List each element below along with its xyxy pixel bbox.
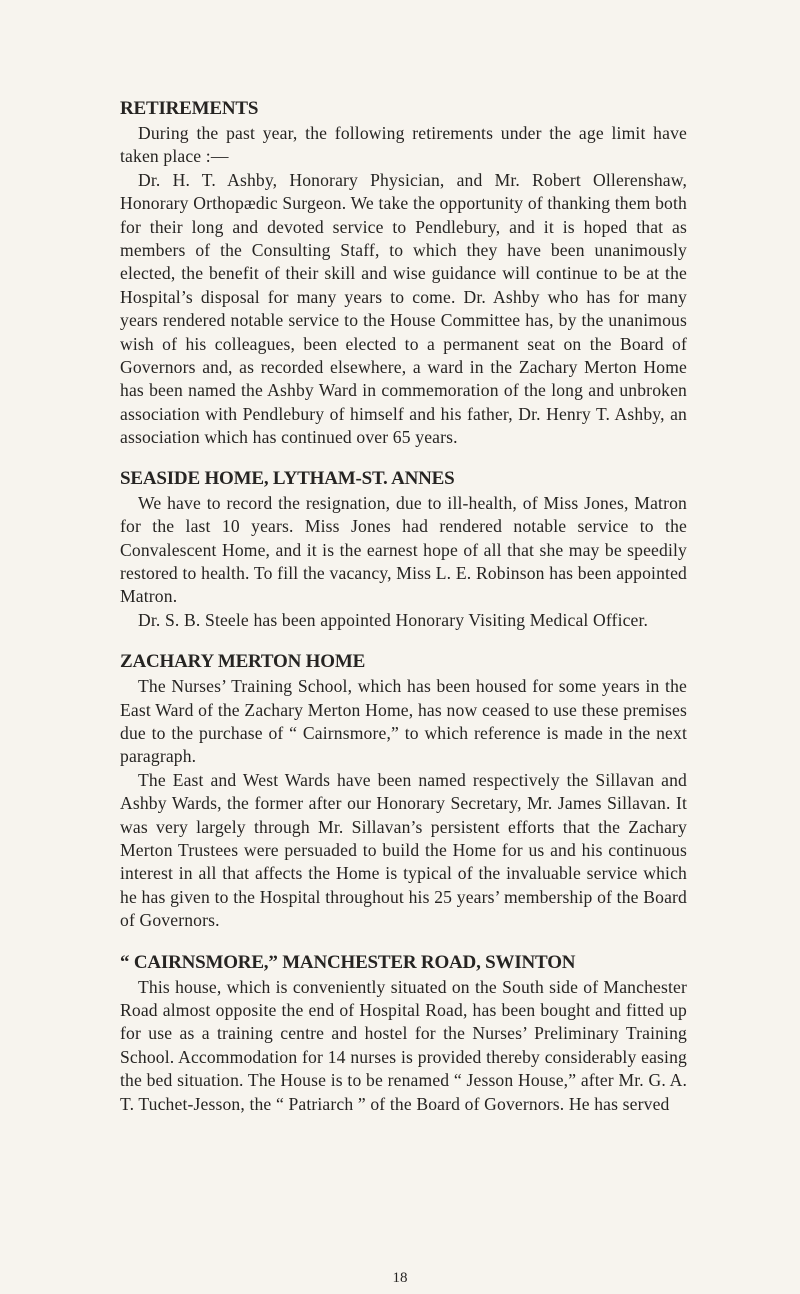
section-cairnsmore	[120, 952, 687, 1116]
section-spacer	[120, 933, 687, 952]
paragraph: The Nurses’ Training School, which has been housed for some years in the East Ward of the Zachary Merton Home, has now ceased to use these premises due to the purchase of “ Cairnsmore,” to which reference is made in the next paragraph.	[120, 676, 687, 767]
section-heading: SEASIDE HOME, LYTHAM-ST. ANNES	[120, 467, 455, 489]
paragraph: We have to record the resignation, due to ill-health, of Miss Jones, Matron for the last 10 years. Miss Jones had rendered notable service to the Convalescent Home, and it is the earnest hope of all that she may be speedily restored to health. To fill the vacancy, Miss L. E. Robinson has been appointed Matron.	[120, 492, 687, 607]
section-heading: ZACHARY MERTON HOME	[120, 651, 366, 673]
paragraph: Dr. H. T. Ashby, Honorary Physician, and Mr. Robert Ollerenshaw, Honorary Orthopædic Surgeon. We take the opportunity of thanking them both for their long and devoted service to Pendlebury, and it is hoped that as members of the Consulting Staff, to which they have been unanimously elected, the benefit of their skill and wise guidance will continue to be at the Hospital’s disposal for many years to come. Dr. Ashby who has for many years rendered notable service to the House Committee has, by the unanimous wish of his colleagues, been elected to a permanent seat on the Board of Governors and, as recorded elsewhere, a ward in the Zachary Merton Home has been named the Ashby Ward in commemoration of the long and unbroken association with Pendlebury of himself and his father, Dr. Henry T. Ashby, an association which has continued over 65 years.	[120, 169, 687, 448]
section-spacer	[120, 632, 687, 651]
section-seaside-home	[120, 468, 687, 632]
paragraph: The East and West Wards have been named respectively the Sillavan and Ashby Wards, the former after our Honorary Secretary, Mr. James Sillavan. It was very largely through Mr. Sillavan’s persistent efforts that the Zachary Merton Trustees were persuaded to build the Home for us and his continuous interest in all that affects the Home is typical of the invaluable service which he has given to the Hospital throughout his 25 years’ membership of the Board of Governors.	[120, 769, 687, 931]
paragraph: Dr. S. B. Steele has been appointed Honorary Visiting Medical Officer.	[138, 609, 649, 630]
section-heading: RETIREMENTS	[120, 98, 259, 119]
section-retirements	[120, 98, 687, 450]
paragraph: During the past year, the following retirements under the age limit have taken place :—	[120, 123, 687, 167]
section-spacer	[120, 450, 687, 468]
section-zachary-merton-home	[120, 651, 687, 932]
paragraph: This house, which is conveniently situated on the South side of Manchester Road almost opposite the end of Hospital Road, has been bought and fitted up for use as a training centre and hostel for the Nurses’ Preliminary Training School. Accommodation for 14 nurses is provided thereby considerably easing the bed situation. The House is to be renamed “ Jesson House,” after Mr. G. A. T. Tuchet-Jesson, the “ Patriarch ” of the Board of Governors. He has served	[120, 976, 687, 1114]
document-page	[120, 98, 687, 1116]
section-heading: “ CAIRNSMORE,” MANCHESTER ROAD, SWINTON	[120, 951, 576, 973]
page-number: 18	[392, 1270, 408, 1286]
